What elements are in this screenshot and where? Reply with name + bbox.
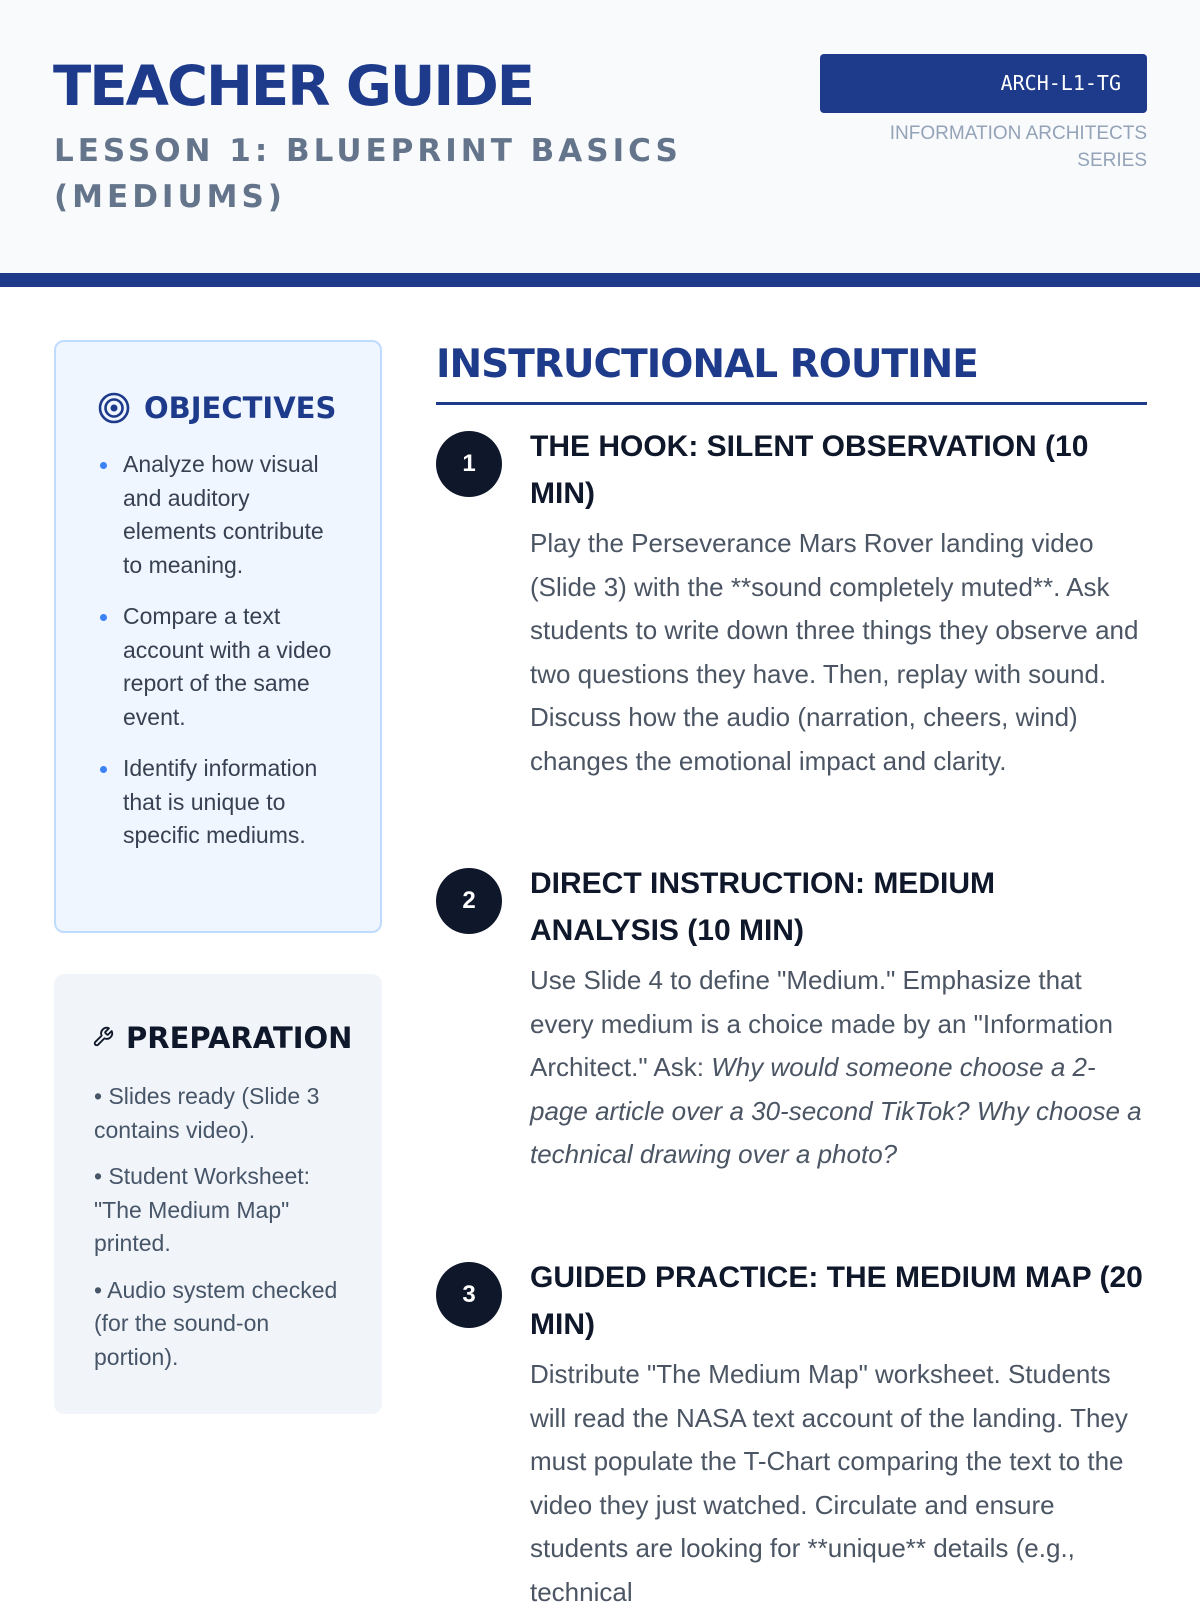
series-label: INFORMATION ARCHITECTS SERIES	[889, 123, 1147, 171]
step-number-badge: 2	[436, 868, 502, 934]
step-description: Play the Perseverance Mars Rover landing video (Slide 3) with the **sound completely muted**. Ask students to write down three things they observe and two questions they have. Then, replay with sound. Discuss how the audio (narration, cheers, wind) changes the emotional impact and clarity.	[530, 528, 1139, 776]
step-title: DIRECT INSTRUCTION: MEDIUM ANALYSIS (10 MIN)	[530, 867, 995, 947]
target-icon	[98, 392, 130, 424]
step-number-badge: 1	[436, 431, 502, 497]
preparation-item: • Audio system checked (for the sound-on portion).	[94, 1276, 338, 1370]
preparation-item: • Student Worksheet: "The Medium Map" printed.	[94, 1163, 311, 1256]
step-title: THE HOOK: SILENT OBSERVATION (10 MIN)	[530, 430, 1089, 510]
page-header	[0, 0, 1200, 287]
step-number-badge: 3	[436, 1262, 502, 1328]
preparation-item: • Slides ready (Slide 3 contains video).	[94, 1083, 320, 1143]
step-description	[530, 959, 1147, 1177]
step-description: Distribute "The Medium Map" worksheet. Students will read the NASA text account of the landing. They must populate the T-Chart comparing the text to the video they just watched. Circulate and ensure students are looking for **unique** details (e.g., technical	[530, 1359, 1128, 1607]
step-description-text: Use Slide 4 to define "Medium." Emphasize that every medium is a choice made by an "Information Architect." Ask:	[530, 965, 1113, 1082]
preparation-list	[94, 1080, 354, 1387]
objective-item: Analyze how visual and auditory elements contribute to meaning.	[56, 448, 380, 582]
page-title: TEACHER GUIDE	[53, 54, 534, 118]
discussion-question: Why would someone choose a 2-page article over a 30-second TikTok? Why choose a technical drawing over a photo?	[530, 1052, 1142, 1169]
preparation-card	[54, 974, 382, 1414]
document-code-badge: ARCH-L1-TG	[820, 54, 1147, 113]
step-title: GUIDED PRACTICE: THE MEDIUM MAP (20 MIN)	[530, 1261, 1143, 1341]
objectives-heading: OBJECTIVES	[144, 391, 337, 425]
objective-item: Identify information that is unique to specific mediums.	[56, 752, 380, 853]
routine-heading: INSTRUCTIONAL ROUTINE	[436, 340, 1147, 405]
wrench-icon	[92, 1026, 114, 1048]
objectives-list	[56, 448, 380, 871]
objective-item: Compare a text account with a video report of the same event.	[56, 600, 380, 734]
objectives-card	[54, 340, 382, 933]
lesson-subtitle: LESSON 1: BLUEPRINT BASICS (MEDIUMS)	[54, 133, 682, 215]
preparation-heading: PREPARATION	[126, 1021, 353, 1055]
